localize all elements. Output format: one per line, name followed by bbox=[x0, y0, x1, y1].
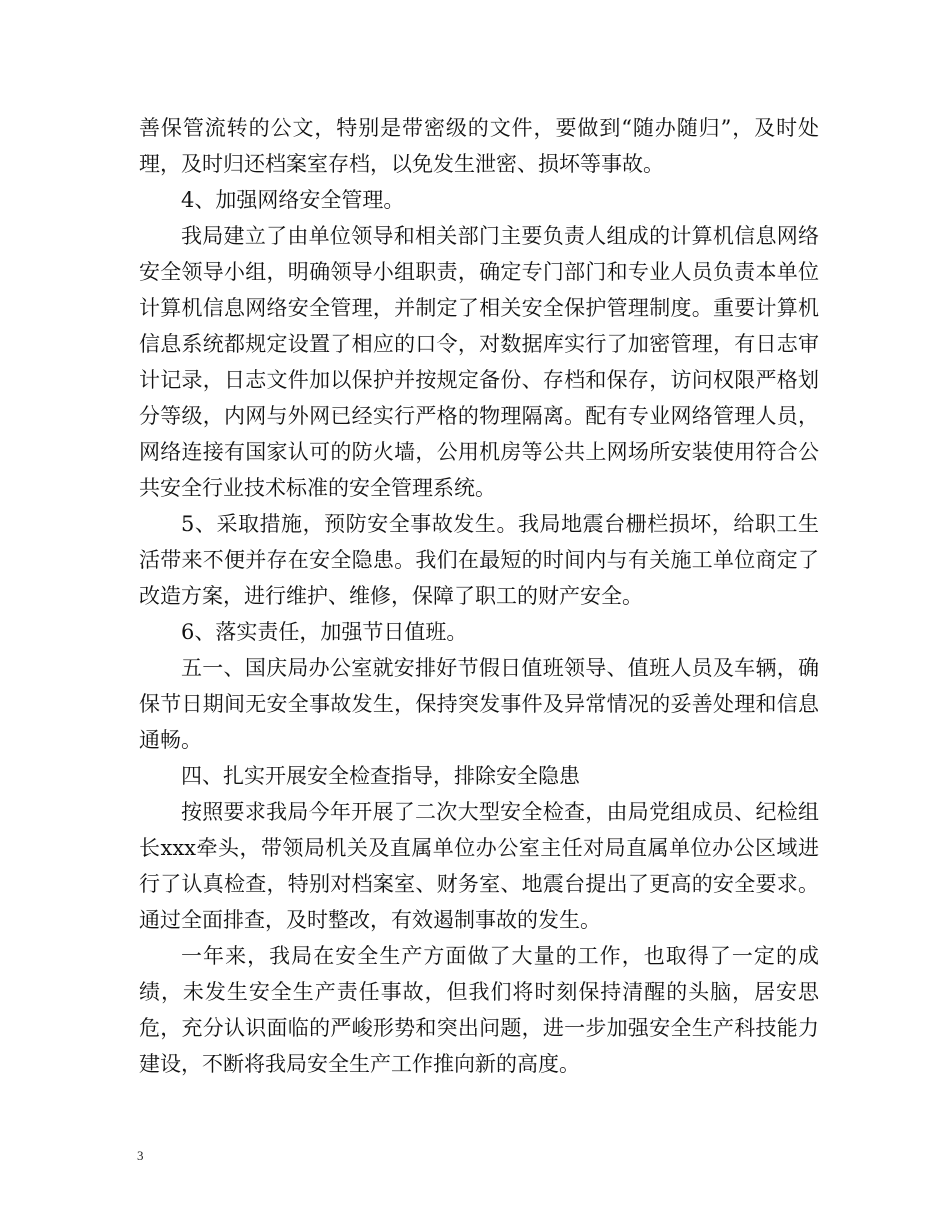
paragraph-continuation: 善保管流转的公文，特别是带密级的文件，要做到“随办随归”，及时处理，及时归还档案室存档，以免发生泄密、损坏等事故。 bbox=[139, 116, 819, 176]
paragraph-accident-prevention: 5、采取措施，预防安全事故发生。我局地震台栅栏损坏，给职工生活带来不便并存在安全隐患。我们在最短的时间内与有关施工单位商定了改造方案，进行维护、维修，保障了职工的财产安全。 bbox=[139, 512, 819, 608]
paragraph-conclusion: 一年来，我局在安全生产方面做了大量的工作，也取得了一定的成绩，未发生安全生产责任事故，但我们将时刻保持清醒的头脑，居安思危，充分认识面临的严峻形势和突出问题，进一步加强安全生产科技能力建设，不断将我局安全生产工作推向新的高度。 bbox=[139, 944, 819, 1076]
paragraph-heading-network-security: 4、加强网络安全管理。 bbox=[181, 188, 405, 212]
paragraph-heading-safety-inspection: 四、扎实开展安全检查指导，排除安全隐患 bbox=[181, 764, 580, 788]
paragraph-heading-holiday-duty: 6、落实责任，加强节日值班。 bbox=[181, 620, 468, 644]
paragraph-holiday-duty: 五一、国庆局办公室就安排好节假日值班领导、值班人员及车辆，确保节日期间无安全事故发生，保持突发事件及异常情况的妥善处理和信息通畅。 bbox=[139, 656, 819, 752]
paragraph-safety-inspection: 按照要求我局今年开展了二次大型安全检查，由局党组成员、纪检组长xxx牵头，带领局机关及直属单位办公室主任对局直属单位办公区域进行了认真检查，特别对档案室、财务室、地震台提出了更高的安全要求。通过全面排查，及时整改，有效遏制事故的发生。 bbox=[139, 800, 819, 932]
page-number: 3 bbox=[137, 1148, 144, 1163]
document-body bbox=[139, 110, 819, 1082]
paragraph-network-security: 我局建立了由单位领导和相关部门主要负责人组成的计算机信息网络安全领导小组，明确领导小组职责，确定专门部门和专业人员负责本单位计算机信息网络安全管理，并制定了相关安全保护管理制度。重要计算机信息系统都规定设置了相应的口令，对数据库实行了加密管理，有日志审计记录，日志文件加以保护并按规定备份、存档和保存，访问权限严格划分等级，内网与外网已经实行严格的物理隔离。配有专业网络管理人员，网络连接有国家认可的防火墙，公用机房等公共上网场所安装使用符合公共安全行业技术标准的安全管理系统。 bbox=[139, 224, 819, 500]
